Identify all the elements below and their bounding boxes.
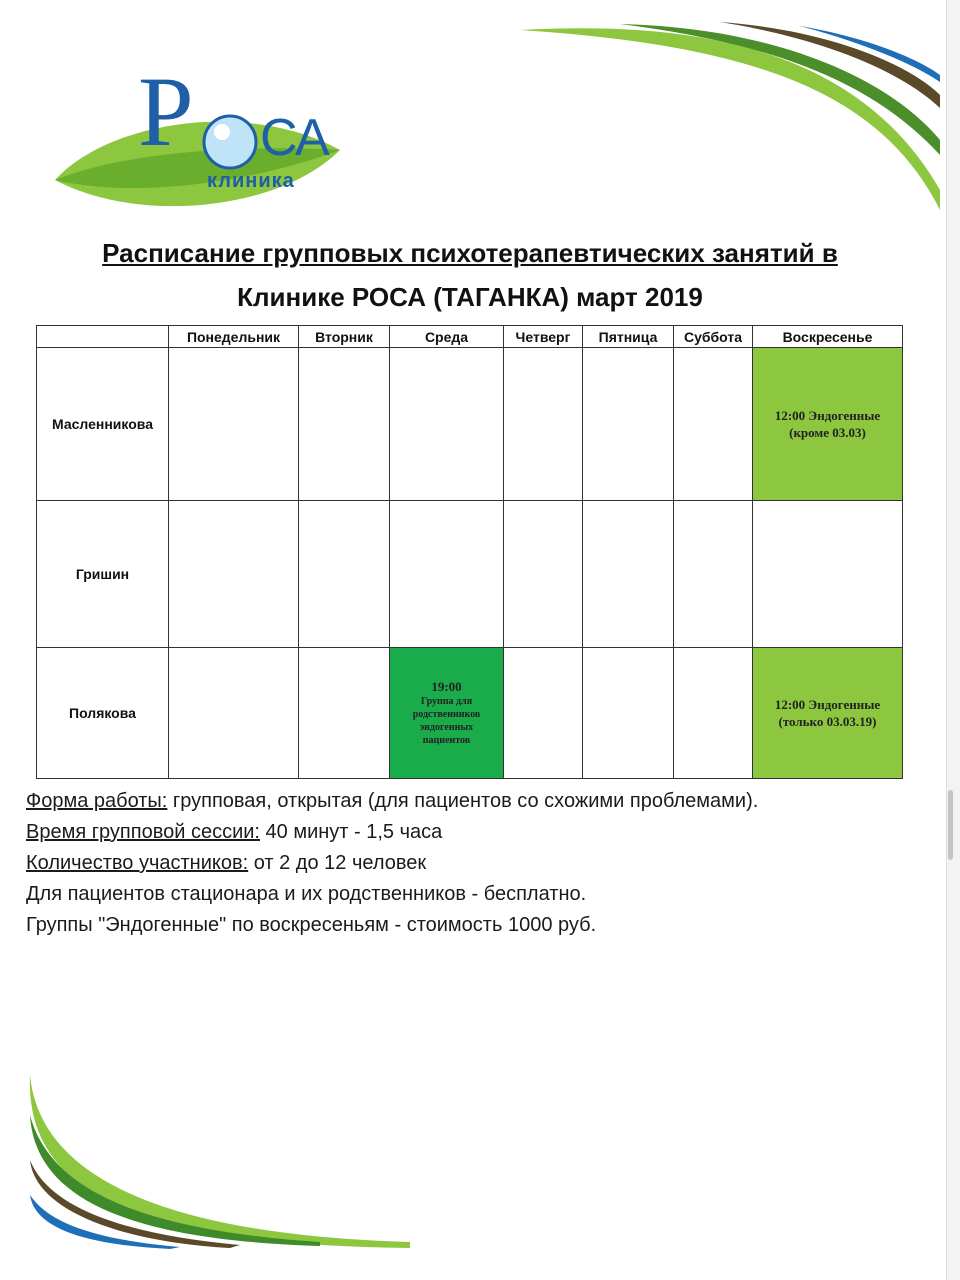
session-text: 12:00 Эндогенные (кроме 03.03) <box>774 408 881 440</box>
schedule-cell <box>504 648 583 779</box>
schedule-cell <box>169 501 299 648</box>
schedule-cell <box>299 501 390 648</box>
session-cell-sunday <box>753 348 903 501</box>
schedule-header-row <box>37 326 903 348</box>
session-text: Группа для родственников эндогенных пациентов <box>412 696 481 746</box>
schedule-cell <box>169 348 299 501</box>
info-text: групповая, открытая (для пациентов со схожими проблемами). <box>167 790 759 812</box>
document-title-line-1: Расписание групповых психотерапевтических занятий в <box>102 238 838 268</box>
svg-text:А: А <box>295 109 330 167</box>
schedule-cell <box>504 501 583 648</box>
header-friday: Пятница <box>583 326 674 348</box>
schedule-cell <box>674 501 753 648</box>
schedule-cell <box>169 648 299 779</box>
info-text: Группы "Эндогенные" по воскресеньям - стоимость 1000 руб. <box>26 914 597 936</box>
table-row <box>37 348 903 501</box>
header-corner-cell <box>37 326 169 348</box>
schedule-cell <box>390 348 504 501</box>
schedule-cell <box>583 348 674 501</box>
table-row <box>37 648 903 779</box>
schedule-table <box>36 325 903 779</box>
header-thursday: Четверг <box>504 326 583 348</box>
info-text: 40 минут - 1,5 часа <box>259 821 443 843</box>
session-cell-sunday <box>753 648 903 779</box>
info-line <box>26 910 758 941</box>
schedule-cell <box>299 348 390 501</box>
info-line <box>26 786 758 817</box>
schedule-cell <box>753 501 903 648</box>
info-line <box>26 848 758 879</box>
info-label: Время групповой сессии: <box>26 821 260 843</box>
table-row <box>37 501 903 648</box>
clinic-logo <box>50 50 350 220</box>
header-monday: Понедельник <box>169 326 299 348</box>
header-sunday: Воскресенье <box>753 326 903 348</box>
therapist-name: Полякова <box>37 648 169 779</box>
schedule-cell <box>299 648 390 779</box>
info-label: Форма работы: <box>26 790 168 812</box>
session-time: 19:00 <box>431 679 462 694</box>
logo-emblem <box>50 50 350 220</box>
info-text: от 2 до 12 человек <box>248 852 427 874</box>
schedule-cell <box>674 648 753 779</box>
therapist-name: Масленникова <box>37 348 169 501</box>
viewer-scrollbar-track[interactable] <box>946 0 960 1280</box>
info-label: Количество участников: <box>26 852 249 874</box>
svg-text:Р: Р <box>138 56 194 167</box>
info-line <box>26 817 758 848</box>
schedule-cell <box>583 501 674 648</box>
header-tuesday: Вторник <box>299 326 390 348</box>
document-title-line-2: Клинике РОСА (ТАГАНКА) март 2019 <box>237 282 703 312</box>
schedule-cell <box>504 348 583 501</box>
top-right-swoosh-decoration <box>500 20 946 220</box>
svg-text:С: С <box>260 109 298 167</box>
header-saturday: Суббота <box>674 326 753 348</box>
therapist-name: Гришин <box>37 501 169 648</box>
schedule-cell <box>390 501 504 648</box>
bottom-left-swoosh-decoration <box>20 1070 420 1250</box>
info-block <box>26 786 758 941</box>
info-line <box>26 879 758 910</box>
session-text: 12:00 Эндогенные (только 03.03.19) <box>774 697 881 729</box>
header-wednesday: Среда <box>390 326 504 348</box>
logo-wordmark: клиника <box>207 170 295 192</box>
viewer-scrollbar-thumb[interactable] <box>948 790 953 860</box>
session-cell-wednesday <box>390 648 504 779</box>
schedule-cell <box>583 648 674 779</box>
info-text: Для пациентов стационара и их родственников - бесплатно. <box>26 883 587 905</box>
schedule-cell <box>674 348 753 501</box>
